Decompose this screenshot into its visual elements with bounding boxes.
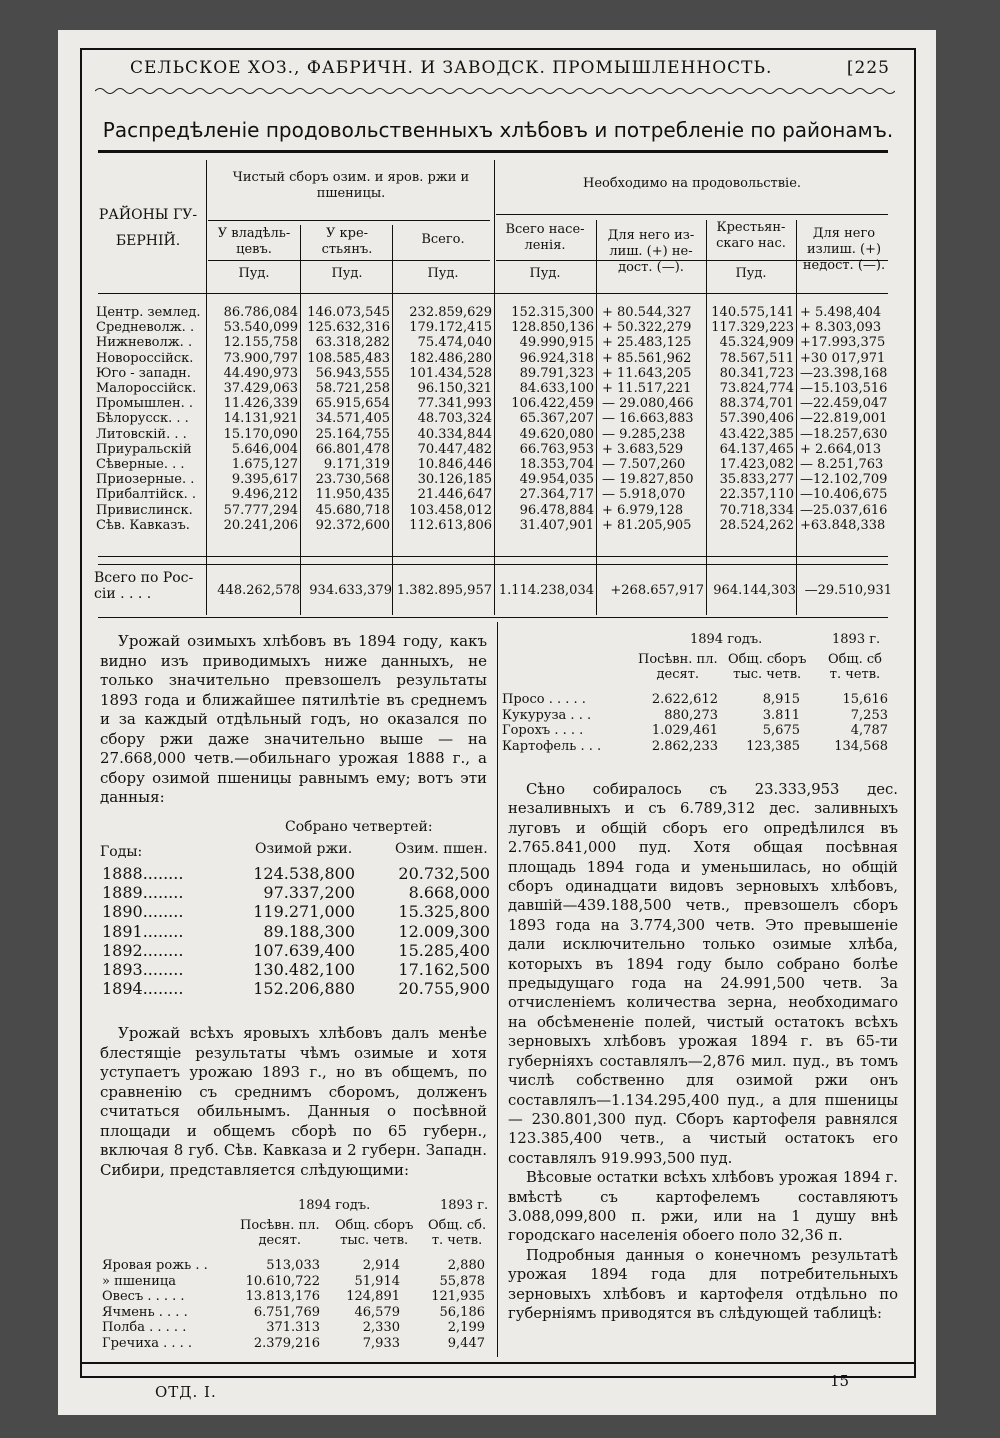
col-header-region: РАЙОНЫ ГУ-БЕРНІЙ. (98, 207, 198, 249)
col-sep-6 (706, 220, 707, 615)
unit-label: Пуд. (427, 266, 459, 281)
paragraph-text: Урожай всѣхъ яровыхъ хлѣбовъ далъ менѣе блестящіе результаты чѣмъ озимые и хотя уступаетъ урожаю 1893 г., но въ общемъ, по сравненію съ среднимъ сборомъ, долженъ считаться обильнымъ. Данныя о посѣвной площади и общемъ сборѣ по 65 губерн., включая 8 губ. Сѣв. Кавказа и 2 губерн. Западн. Сибири, представляется слѣдующими: (100, 1024, 487, 1179)
frame-bottom-rule (80, 1362, 916, 1364)
col-sep-5 (596, 220, 597, 615)
column-divider (497, 622, 498, 1357)
unit-label: Пуд. (331, 266, 363, 281)
col-sep-4 (494, 160, 495, 615)
left-paragraph-1 (100, 632, 487, 808)
col-header-total: Всего. (421, 232, 465, 247)
other-head-1894: 1894 годъ. (690, 632, 763, 647)
peasant-pop-values: 140.575,141 117.329,223 45.324,909 78.567,511 80.341,723 73.824,774 88.374,701 57.390,406 43.422,385 64.137,465 17.423,082 35.833,277 22.357,110 70.718,334 28.524,262 (711, 305, 794, 533)
total-row-peasants: 934.633,379 (309, 583, 392, 598)
years-head-collected: Собрано четвертей: (285, 819, 433, 835)
col-sep-3 (392, 225, 393, 615)
decorative-wavy-rule (95, 86, 895, 96)
left-paragraph-2 (100, 1024, 487, 1180)
other-head-sum: Общ. сборъ тыс. четв. (728, 652, 807, 682)
total-row-label: Всего по Рос-сіи . . . . (94, 570, 194, 602)
right-text (508, 780, 898, 1323)
all-pop-values: 152.315,300 128.850,136 49.990,915 96.924,318 89.791,323 84.633,100 106.422,459 65.367,207 49.620,080 66.763,953 18.353,704 49.954,035 27.364,717 96.478,884 31.407,901 (511, 305, 594, 533)
spring-head-sum93: Общ. сб. т. четв. (428, 1218, 487, 1248)
years-rye-values: 124.538,800 97.337,200 119.271,000 89.188,300 107.639,400 130.482,100 152.206,880 (253, 864, 355, 999)
total-row-owners: 448.262,578 (217, 583, 300, 598)
total-values: 232.859,629 179.172,415 75.474,040 182.486,280 101.434,528 96.150,321 77.341,993 48.703,324 40.334,844 70.447,482 10.846,446 30.126,185 21.446,647 103.458,012 112.613,806 (409, 305, 492, 533)
page-number: [225 (846, 58, 890, 78)
spring-sum93-values: 2,880 55,878 121,935 56,186 2,199 9,447 (431, 1258, 485, 1351)
surplus1-values: + 80.544,327 + 50.322,279 + 25.483,125 + 85.561,962 + 11.643,205 + 11.517,221 — 29.080,466 — 16.663,883 — 9.285,238 + 3.683,529 — 7.507,260 — 19.827,850 — 5.918,070 + 6.979,128 + 81.205,905 (602, 305, 694, 533)
col-header-owners: У владѣль-цевъ. (217, 226, 291, 257)
total-row-total: 1.382.895,957 (396, 583, 492, 598)
col-header-surplus2: Для него излиш. (+) недост. (—). (802, 226, 886, 273)
other-crops: Просо . . . . . Кукуруза . . . Горохъ . . . . Картофель . . . (502, 692, 602, 754)
other-sum94-values: 8,915 3.811 5,675 123,385 (746, 692, 800, 754)
unit-label: Пуд. (529, 266, 561, 281)
col-sep-7 (796, 220, 797, 615)
years-wheat-values: 20.732,500 8.668,000 15.325,800 12.009,300 15.285,400 17.162,500 20.755,900 (398, 864, 490, 999)
section-mark: ОТД. I. (155, 1383, 217, 1401)
col-header-peasants: У кре-стьянъ. (321, 226, 373, 257)
total-row-peasant-pop: 964.144,303 (713, 583, 796, 598)
spring-sum94-values: 2,914 51,914 124,891 46,579 2,330 7,933 (346, 1258, 400, 1351)
surplus2-values: + 5.498,404 + 8.303,093 +17.993,375 +30 017,971 —23.398,168 —15.103,516 —22.459,047 —22.819,001 —18.257,630 + 2.664,013 — 8.251,763 —12.102,709 —10.406,675 —25.037,616 +63.848,338 (800, 305, 888, 533)
spring-head-1894: 1894 годъ. (298, 1198, 371, 1213)
spring-area-values: 513,033 10.610,722 13.813,176 6.751,769 371.313 2.379,216 (245, 1258, 320, 1351)
peasants-values: 146.073,545 125.632,316 63.318,282 108.585,483 56.943,555 58.721,258 65.915,654 34.571,405 25.164,755 66.801,478 9.171,319 23.730,568 11.950,435 45.680,718 92.372,600 (307, 305, 390, 533)
table-body-rule-2 (98, 564, 888, 565)
spring-head-sum: Общ. сборъ тыс. четв. (335, 1218, 414, 1248)
right-paragraph-3: Подробныя данныя о конечномъ результатѣ урожая 1894 года для потребительныхъ зерновыхъ хлѣбовъ и картофеля отдѣльно по губерніямъ приводятся въ слѣдующей таблицѣ: (508, 1246, 898, 1322)
table-title: Распредѣленіе продовольственныхъ хлѣбовъ и потребленіе по районамъ. (102, 118, 894, 142)
group2-rule (496, 214, 888, 215)
unit-rule-1 (208, 260, 490, 261)
group1-rule (208, 220, 490, 221)
years-head-rye: Озимой ржи. (255, 841, 353, 857)
running-title: СЕЛЬСКОЕ ХОЗ., ФАБРИЧН. И ЗАВОДСК. ПРОМЫШЛЕННОСТЬ. (130, 58, 773, 78)
years-head-wheat: Озим. пшен. (395, 841, 488, 857)
running-header (130, 58, 890, 78)
spring-crops: Яровая рожь . . » пшеница Овесъ . . . . . Ячмень . . . . Полба . . . . . Гречиха . . . . (102, 1258, 208, 1351)
col-header-group1: Чистый сборъ озим. и яров. ржи и пшеницы. (232, 170, 470, 201)
other-head-sum93: Общ. сб т. четв. (828, 652, 882, 682)
unit-label: Пуд. (735, 266, 767, 281)
other-sum93-values: 15,616 7,253 4,787 134,568 (834, 692, 888, 754)
owners-values: 86.786,084 53.540,099 12.155,758 73.900,797 44.490,973 37.429,063 11.426,339 14.131,921 15.170,090 5.646,004 1.675,127 9.395,617 9.496,212 57.777,294 20.241,206 (223, 305, 298, 533)
years-head-years: Годы: (100, 844, 143, 860)
paragraph-text: Урожай озимыхъ хлѣбовъ въ 1894 году, какъ видно изъ приводимыхъ ниже данныхъ, не только значительно превзошелъ результаты 1893 года и ближайшее пятилѣтіе въ среднемъ и за каждый отдѣльный годъ, но оказался по сбору ржи даже значительно выше — на 27.668,000 четв.—обильнаго урожая 1888 г., а сбору озимой пшеницы равнымъ ему; вотъ эти данныя: (100, 632, 487, 806)
unit-label: Пуд. (238, 266, 270, 281)
table-body-rule (98, 556, 888, 557)
right-paragraph-1: Сѣно собиралось съ 23.333,953 дес. незаливныхъ и съ 6.789,312 дес. заливныхъ луговъ и общій сборъ его опредѣлился въ 2.765.841,000 пуд. Хотя общая посѣвная площадь 1894 года и уменьшилась, но общій сборъ одинадцати видовъ зерновыхъ хлѣбовъ, давшій—439.188,500 четв., превзошелъ сборъ 1893 года на 3.774,300 четв. Это превышеніе дали исключительно только озимые хлѣба, которыхъ въ 1894 году было собрано болѣе предыдущаго года на 24.991,500 четв. За отчисленіемъ количества зерна, необходимаго на обсѣмененіе полей, чистый остатокъ всѣхъ зерновыхъ хлѣбовъ урожая 1894 г. въ 65-ти губерніяхъ составлялъ—2,876 мил. пуд., въ томъ числѣ собственно для озимой ржи онъ составлялъ—1.134.295,400 пуд., а для пшеницы — 230.801,300 пуд. Сборъ картофеля равнялся 123.385,400 четв., а чистый остатокъ его составлялъ 919.993,500 пуд. (508, 781, 898, 1167)
spring-head-area: Посѣвн. пл. десят. (240, 1218, 320, 1248)
col-header-peasant-pop: Крестьян-скаго нас. (716, 220, 786, 251)
other-area-values: 2.622,612 880,273 1.029,461 2.862,233 (651, 692, 718, 754)
right-paragraph-2: Вѣсовые остатки всѣхъ хлѣбовъ урожая 1894 г. вмѣстѣ съ картофелемъ составляютъ 3.088,099,800 п. ржи, или на 1 душу внѣ городскаго населенія обоего поло 32,36 п. (508, 1169, 898, 1245)
years-list: 1888........ 1889........ 1890........ 1891........ 1892........ 1893........ 1894........ (102, 864, 184, 999)
table-bottom-rule (98, 617, 888, 618)
col-header-all-pop: Всего насе-ленія. (505, 222, 585, 253)
col-sep-1 (206, 160, 207, 615)
region-names: Центр. землед. Средневолж. . Нижневолж. . Новороссійск. Юго - западн. Малороссійск. Промышлен. . Бѣлорусск. . . Литовскій. . . Приуральскій Сѣверные. . . Приозерные. . Прибалтійск. . Привислинск. Сѣв. Кавказъ. (96, 305, 201, 533)
other-head-area: Посѣвн. пл. десят. (638, 652, 718, 682)
col-header-group2: Необходимо на продовольствіе. (582, 176, 802, 191)
other-head-1893: 1893 г. (832, 632, 881, 647)
col-header-surplus1: Для него из-лиш. (+) не-дост. (—). (607, 228, 695, 275)
table-head-rule (98, 293, 888, 294)
sheet-number: 15 (830, 1372, 850, 1390)
col-sep-2 (300, 225, 301, 615)
total-row-all-pop: 1.114.238,034 (498, 583, 594, 598)
total-row-surplus2: —29.510,931 (804, 583, 892, 598)
spring-head-1893: 1893 г. (440, 1198, 489, 1213)
total-row-surplus1: +268.657,917 (610, 583, 704, 598)
table-top-rule (98, 150, 888, 153)
